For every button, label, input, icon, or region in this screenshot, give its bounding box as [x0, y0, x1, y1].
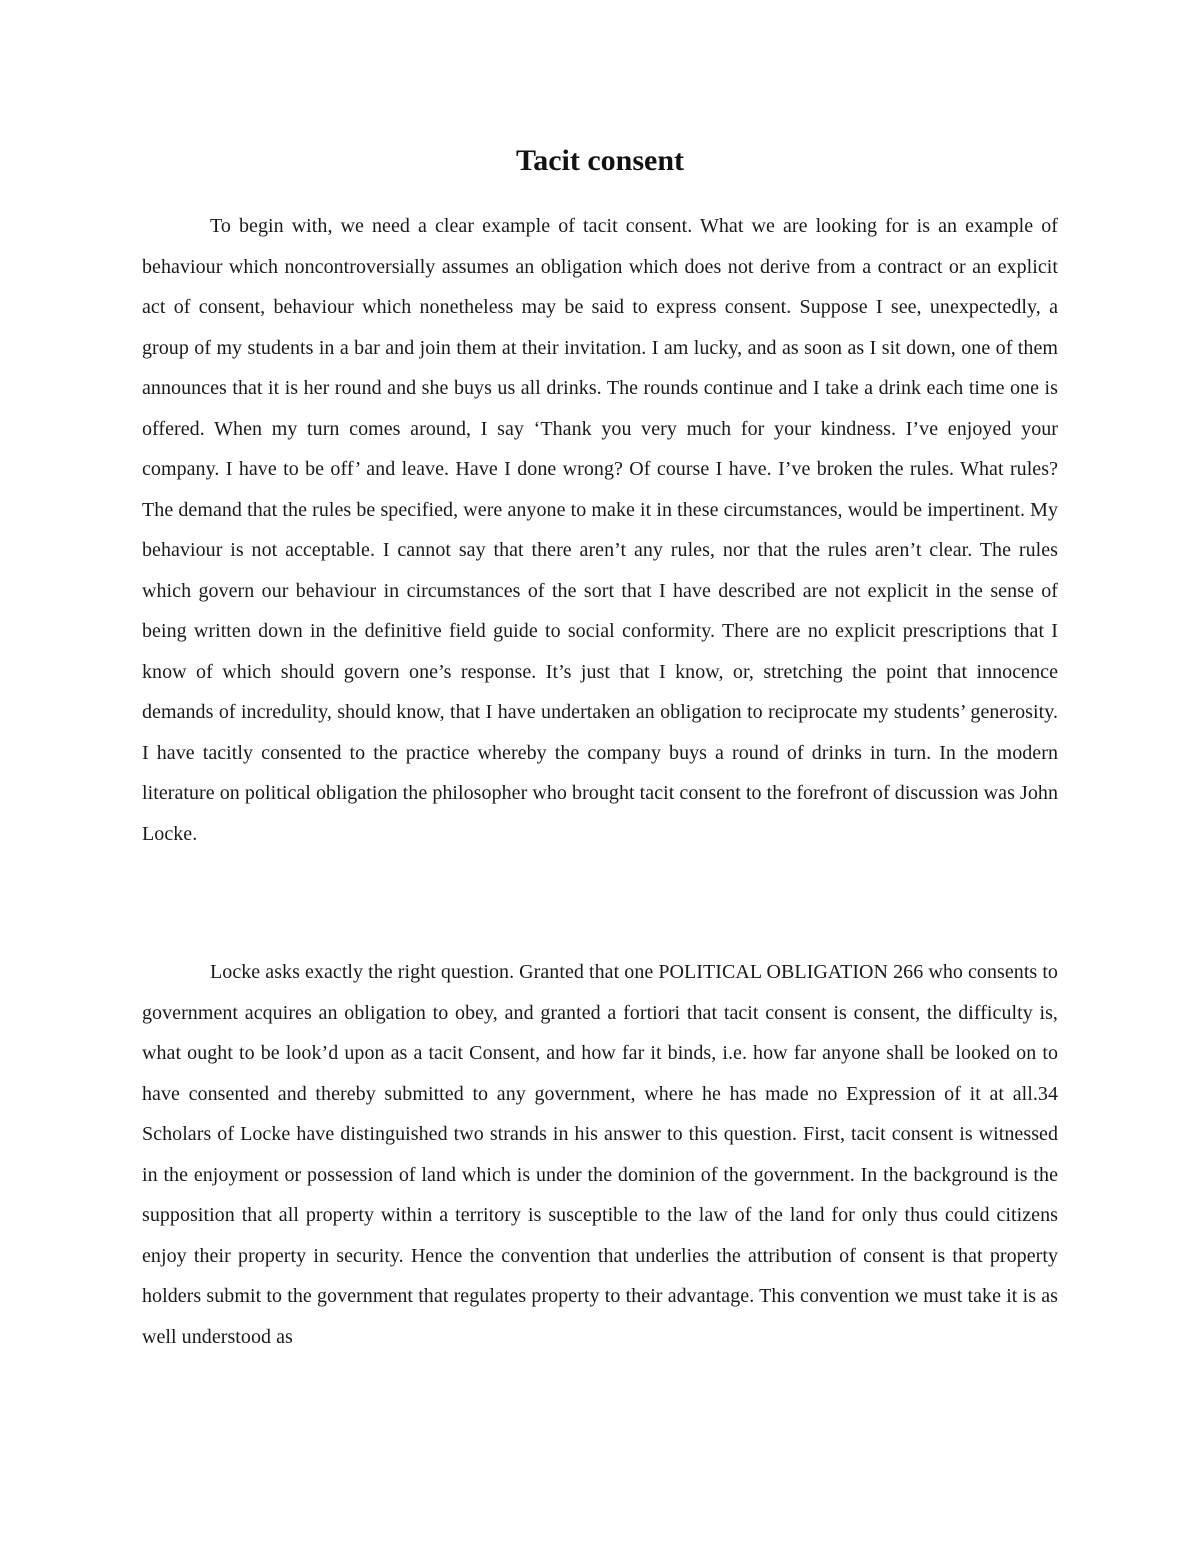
body-paragraph: To begin with, we need a clear example of tacit consent. What we are looking for is an example of behaviour which noncontroversially assumes an obligation which does not derive from a contract or an explicit act of consent, behaviour which nonetheless may be said to express consent. Suppose I see, unexpectedly, a group of my students in a bar and join them at their invitation. I am lucky, and as soon as I sit down, one of them announces that it is her round and she buys us all drinks. The rounds continue and I take a drink each time one is offered. When my turn comes around, I say ‘Thank you very much for your kindness. I’ve enjoyed your company. I have to be off’ and leave. Have I done wrong? Of course I have. I’ve broken the rules. What rules? The demand that the rules be specified, were anyone to make it in these circumstances, would be impertinent. My behaviour is not acceptable. I cannot say that there aren’t any rules, nor that the rules aren’t clear. The rules which govern our behaviour in circumstances of the sort that I have described are not explicit in the sense of being written down in the definitive field guide to social conformity. There are no explicit prescriptions that I know of which should govern one’s response. It’s just that I know, or, stretching the point that innocence demands of incredulity, should know, that I have undertaken an obligation to reciprocate my students’ generosity. I have tacitly consented to the practice whereby the company buys a round of drinks in turn. In the modern literature on political obligation the philosopher who brought tacit consent to the forefront of discussion was John Locke. [142, 215, 1058, 845]
document-title: Tacit consent [515, 144, 685, 177]
body-paragraph: Locke asks exactly the right question. Granted that one POLITICAL OBLIGATION 266 who consents to government acquires an obligation to obey, and granted a fortiori that tacit consent is consent, the difficulty is, what ought to be look’d upon as a tacit Consent, and how far it binds, i.e. how far anyone shall be looked on to have consented and thereby submitted to any government, where he has made no Expression of it at all.34 Scholars of Locke have distinguished two strands in his answer to this question. First, tacit consent is witnessed in the enjoyment or possession of land which is under the dominion of the government. In the background is the supposition that all property within a territory is susceptible to the law of the land for only thus could citizens enjoy their property in security. Hence the convention that underlies the attribution of consent is that property holders submit to the government that regulates property to their advantage. This convention we must take it is as well understood as [142, 961, 1058, 1348]
